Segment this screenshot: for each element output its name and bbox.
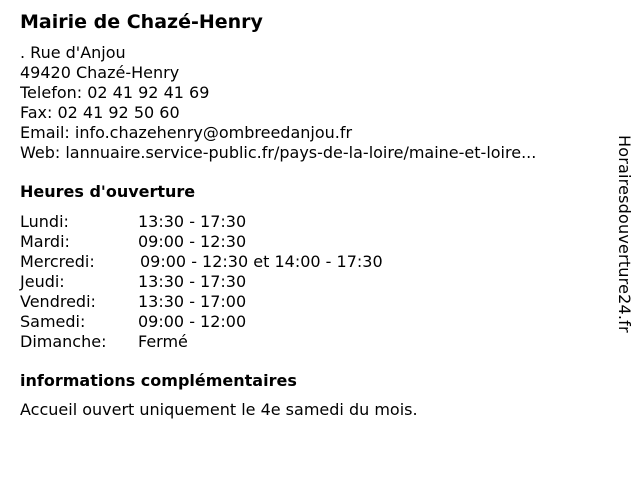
hours-row-friday <box>20 292 610 312</box>
email-line: Email: info.chazehenry@ombreedanjou.fr <box>20 123 353 142</box>
street-line: . Rue d'Anjou <box>20 43 126 62</box>
time-value: 09:00 - 12:30 et 14:00 - 17:30 <box>140 252 383 271</box>
time-value: Fermé <box>138 332 188 351</box>
hours-row-wednesday <box>20 252 610 272</box>
address-block <box>20 43 610 163</box>
day-label: Lundi: <box>20 212 69 231</box>
entry-card <box>20 10 610 420</box>
time-value: 09:00 - 12:30 <box>138 232 247 251</box>
time-value: 13:30 - 17:00 <box>138 292 247 311</box>
hours-table <box>20 212 610 352</box>
page-title: Mairie de Chazé-Henry <box>20 11 263 33</box>
phone-line: Telefon: 02 41 92 41 69 <box>20 83 210 102</box>
brand-watermark: Horairesdouverture24.fr <box>615 135 634 333</box>
day-label: Dimanche: <box>20 332 107 351</box>
web-line: Web: lannuaire.service-public.fr/pays-de-la-loire/maine-et-loire... <box>20 143 537 162</box>
hours-row-thursday <box>20 272 610 292</box>
hours-heading: Heures d'ouverture <box>20 182 196 201</box>
time-value: 09:00 - 12:00 <box>138 312 247 331</box>
fax-line: Fax: 02 41 92 50 60 <box>20 103 180 122</box>
day-label: Samedi: <box>20 312 86 331</box>
time-value: 13:30 - 17:30 <box>138 212 247 231</box>
day-label: Mardi: <box>20 232 70 251</box>
info-heading: informations complémentaires <box>20 371 297 390</box>
info-text: Accueil ouvert uniquement le 4e samedi du mois. <box>20 400 418 419</box>
hours-row-monday <box>20 212 610 232</box>
hours-row-tuesday <box>20 232 610 252</box>
hours-row-sunday <box>20 332 610 352</box>
day-label: Jeudi: <box>20 272 65 291</box>
hours-row-saturday <box>20 312 610 332</box>
day-label: Vendredi: <box>20 292 96 311</box>
city-line: 49420 Chazé-Henry <box>20 63 180 82</box>
time-value: 13:30 - 17:30 <box>138 272 247 291</box>
day-label: Mercredi: <box>20 252 95 271</box>
